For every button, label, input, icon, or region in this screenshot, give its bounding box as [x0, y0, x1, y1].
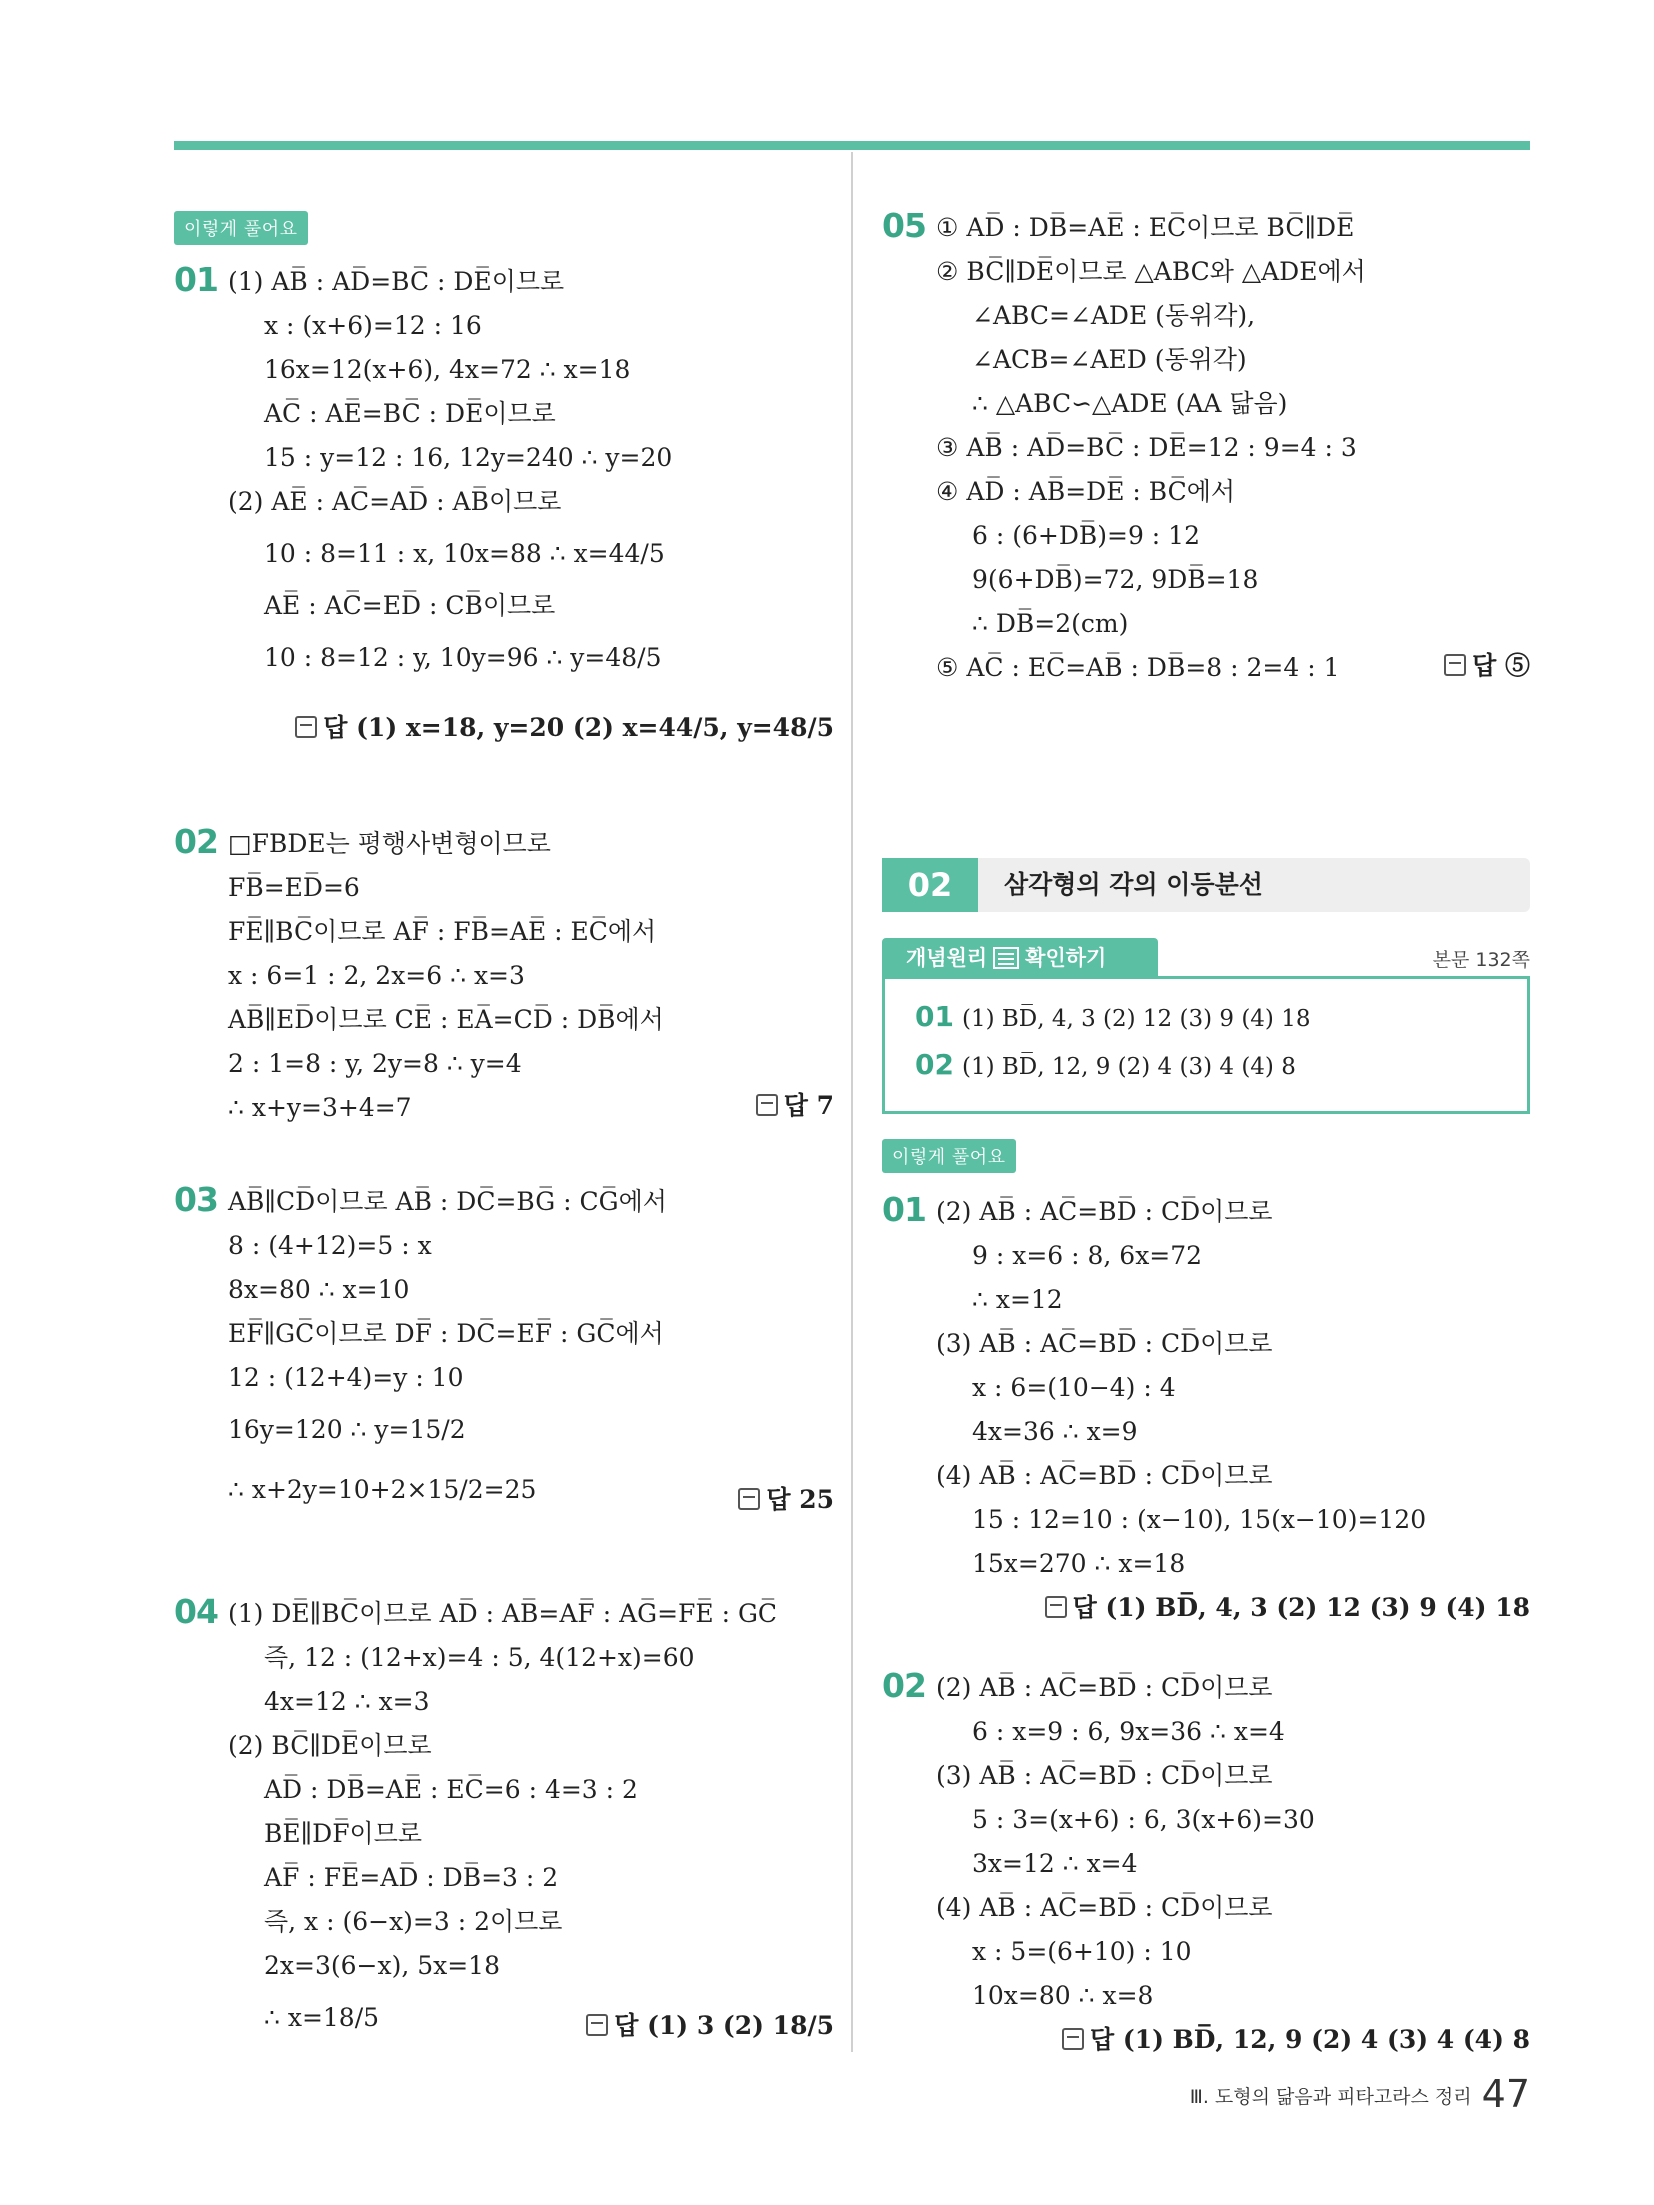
- solution-line: ∴ x+2y=10+2×15/2=25: [228, 1475, 537, 1504]
- solution-line: 9(6+DB̅)=72, 9DB̅=18: [972, 565, 1259, 594]
- solution-line: 5 : 3=(x+6) : 6, 3(x+6)=30: [972, 1805, 1315, 1834]
- solution-line: (2) AE̅ : AC̅=AD̅ : AB̅이므로: [228, 487, 562, 516]
- problem-number: 01: [174, 260, 218, 299]
- solution-line: ∴ x=12: [972, 1285, 1063, 1314]
- solution-badge: 이렇게 풀어요: [882, 1139, 1016, 1173]
- concept-number: 02: [915, 1048, 954, 1081]
- problem-02: [174, 822, 834, 1130]
- solution-line: ④ AD̅ : AB̅=DE̅ : BC̅에서: [936, 477, 1236, 506]
- solution-line: ⑤ AC̅ : EC̅=AB̅ : DB̅=8 : 2=4 : 1: [936, 653, 1340, 682]
- solution-line: 10x=80 ∴ x=8: [972, 1981, 1154, 2010]
- concept-tab: [882, 938, 1158, 978]
- answer-icon: [738, 1488, 760, 1510]
- solution-line: (2) BC̅∥DE̅이므로: [228, 1731, 432, 1760]
- solution-line: (3) AB̅ : AC̅=BD̅ : CD̅이므로: [936, 1329, 1273, 1358]
- answer-icon: [586, 2014, 608, 2036]
- answer: [756, 1086, 834, 1122]
- solution-line: EF̅∥GC̅이므로 DF̅ : DC̅=EF̅ : GC̅에서: [228, 1319, 664, 1348]
- problem-04: [174, 1592, 834, 2048]
- concept-tab-right: 확인하기: [1025, 946, 1107, 970]
- solution-line: 9 : x=6 : 8, 6x=72: [972, 1241, 1203, 1270]
- answer-icon: [1062, 2028, 1084, 2050]
- answer-text: 답 (1) BD̅, 4, 3 (2) 12 (3) 9 (4) 18: [1072, 1593, 1530, 1622]
- solution-line: (2) AB̅ : AC̅=BD̅ : CD̅이므로: [936, 1197, 1273, 1226]
- answer-icon: [1444, 654, 1466, 676]
- solution-line: 15 : y=12 : 16, 12y=240 ∴ y=20: [264, 443, 673, 472]
- concept-text: (1) BD̅, 12, 9 (2) 4 (3) 4 (4) 8: [961, 1054, 1296, 1080]
- problem-05: [882, 206, 1530, 690]
- concept-tab-left: 개념원리: [906, 946, 988, 970]
- answer: [1444, 646, 1530, 682]
- section2-problem-01: [882, 1190, 1530, 1622]
- concept-text: (1) BD̅, 4, 3 (2) 12 (3) 9 (4) 18: [961, 1006, 1311, 1032]
- answer-icon: [295, 716, 317, 738]
- solution-line: AC̅ : AE̅=BC̅ : DE̅이므로: [264, 399, 556, 428]
- solution-line: 2 : 1=8 : y, 2y=8 ∴ y=4: [228, 1049, 522, 1078]
- section-number: 02: [882, 858, 978, 912]
- problem-number: 03: [174, 1180, 218, 1219]
- concept-number: 01: [915, 1000, 954, 1033]
- solution-line: 4x=36 ∴ x=9: [972, 1417, 1138, 1446]
- page-number: 47: [1481, 2072, 1530, 2116]
- answer: [586, 2006, 834, 2042]
- solution-line: FE̅∥BC̅이므로 AF̅ : FB̅=AE̅ : EC̅에서: [228, 917, 657, 946]
- answer-text: 답 (1) 3 (2) 18/5: [614, 2011, 834, 2040]
- solution-line: AD̅ : DB̅=AE̅ : EC̅=6 : 4=3 : 2: [264, 1775, 638, 1804]
- solution-line: (1) AB̅ : AD̅=BC̅ : DE̅이므로: [228, 267, 565, 296]
- solution-line: 12 : (12+4)=y : 10: [228, 1363, 464, 1392]
- solution-line: 8 : (4+12)=5 : x: [228, 1231, 432, 1260]
- solution-line: 15x=270 ∴ x=18: [972, 1549, 1186, 1578]
- solution-line: AF̅ : FE̅=AD̅ : DB̅=3 : 2: [264, 1863, 559, 1892]
- solution-line: 15 : 12=10 : (x−10), 15(x−10)=120: [972, 1505, 1427, 1534]
- page-reference: 본문 132쪽: [1432, 949, 1530, 971]
- answer-text: 답 25: [766, 1485, 834, 1514]
- answer-text: 답 7: [783, 1091, 834, 1120]
- answer-icon: [756, 1094, 778, 1116]
- solution-line: ∴ x=18/5: [264, 2003, 380, 2032]
- solution-line: x : 6=(10−4) : 4: [972, 1373, 1176, 1402]
- solution-line: 6 : (6+DB̅)=9 : 12: [972, 521, 1200, 550]
- concept-box: [882, 976, 1530, 1114]
- problem-number: 01: [882, 1190, 926, 1229]
- solution-line: 즉, x : (6−x)=3 : 2이므로: [264, 1907, 563, 1936]
- problem-number: 02: [882, 1666, 926, 1705]
- solution-line: AB̅∥ED̅이므로 CE̅ : EA̅=CD̅ : DB̅에서: [228, 1005, 664, 1034]
- solution-line: 3x=12 ∴ x=4: [972, 1849, 1138, 1878]
- solution-line: ① AD̅ : DB̅=AE̅ : EC̅이므로 BC̅∥DE̅: [936, 213, 1355, 242]
- answer: [1062, 2020, 1530, 2056]
- section-title: 삼각형의 각의 이등분선: [1004, 870, 1263, 899]
- answer: [295, 708, 834, 744]
- solution-line: BE̅∥DF̅이므로: [264, 1819, 423, 1848]
- solution-line: 4x=12 ∴ x=3: [264, 1687, 430, 1716]
- solution-line: 2x=3(6−x), 5x=18: [264, 1951, 500, 1980]
- answer: [1045, 1588, 1530, 1624]
- solution-line: □FBDE는 평행사변형이므로: [228, 829, 551, 858]
- page-footer: [1190, 2072, 1530, 2116]
- solution-line: FB̅=ED̅=6: [228, 873, 360, 902]
- problem-number: 04: [174, 1592, 218, 1631]
- solution-line: 16y=120 ∴ y=15/2: [228, 1415, 466, 1444]
- solution-line: x : 6=1 : 2, 2x=6 ∴ x=3: [228, 961, 525, 990]
- solution-line: 6 : x=9 : 6, 9x=36 ∴ x=4: [972, 1717, 1285, 1746]
- column-divider: [851, 152, 853, 2052]
- problem-01: [174, 260, 834, 742]
- solution-line: (3) AB̅ : AC̅=BD̅ : CD̅이므로: [936, 1761, 1273, 1790]
- section2-problem-02: [882, 1666, 1530, 2054]
- concept-line: [915, 995, 1310, 1039]
- solution-line: ② BC̅∥DE̅이므로 △ABC와 △ADE에서: [936, 257, 1366, 286]
- problem-number: 05: [882, 206, 926, 245]
- solution-line: 10 : 8=12 : y, 10y=96 ∴ y=48/5: [264, 643, 662, 672]
- solution-line: ∠ACB=∠AED (동위각): [972, 345, 1247, 374]
- solution-line: AE̅ : AC̅=ED̅ : CB̅이므로: [264, 591, 556, 620]
- solution-line: 즉, 12 : (12+x)=4 : 5, 4(12+x)=60: [264, 1643, 695, 1672]
- solution-line: (1) DE̅∥BC̅이므로 AD̅ : AB̅=AF̅ : AG̅=FE̅ : GC̅: [228, 1599, 778, 1628]
- solution-line: (2) AB̅ : AC̅=BD̅ : CD̅이므로: [936, 1673, 1273, 1702]
- chapter-title: Ⅲ. 도형의 닮음과 피타고라스 정리: [1189, 2086, 1472, 2108]
- solution-line: ∴ DB̅=2(cm): [972, 609, 1129, 638]
- solution-line: 16x=12(x+6), 4x=72 ∴ x=18: [264, 355, 631, 384]
- solution-line: ∠ABC=∠ADE (동위각),: [972, 301, 1256, 330]
- top-accent-bar: [174, 141, 1530, 150]
- solution-line: ∴ x+y=3+4=7: [228, 1093, 412, 1122]
- concept-line: [915, 1043, 1296, 1087]
- notebook-icon: [993, 947, 1019, 969]
- solution-line: (4) AB̅ : AC̅=BD̅ : CD̅이므로: [936, 1461, 1273, 1490]
- problem-03: [174, 1180, 834, 1520]
- solution-line: (4) AB̅ : AC̅=BD̅ : CD̅이므로: [936, 1893, 1273, 1922]
- solution-badge: 이렇게 풀어요: [174, 211, 308, 245]
- answer-text: 답 (1) BD̅, 12, 9 (2) 4 (3) 4 (4) 8: [1090, 2025, 1530, 2054]
- solution-line: x : 5=(6+10) : 10: [972, 1937, 1192, 1966]
- solution-line: ∴ △ABC∽△ADE (AA 닮음): [972, 389, 1288, 418]
- solution-line: 10 : 8=11 : x, 10x=88 ∴ x=44/5: [264, 539, 665, 568]
- solution-line: 8x=80 ∴ x=10: [228, 1275, 410, 1304]
- answer-icon: [1045, 1596, 1067, 1618]
- solution-line: ③ AB̅ : AD̅=BC̅ : DE̅=12 : 9=4 : 3: [936, 433, 1357, 462]
- solution-line: x : (x+6)=12 : 16: [264, 311, 482, 340]
- answer-text: 답 ⑤: [1472, 651, 1530, 680]
- solution-line: AB̅∥CD̅이므로 AB̅ : DC̅=BG̅ : CG̅에서: [228, 1187, 667, 1216]
- section-header: [882, 858, 1530, 912]
- answer: [738, 1480, 834, 1516]
- problem-number: 02: [174, 822, 218, 861]
- answer-text: 답 (1) x=18, y=20 (2) x=44/5, y=48/5: [323, 713, 834, 742]
